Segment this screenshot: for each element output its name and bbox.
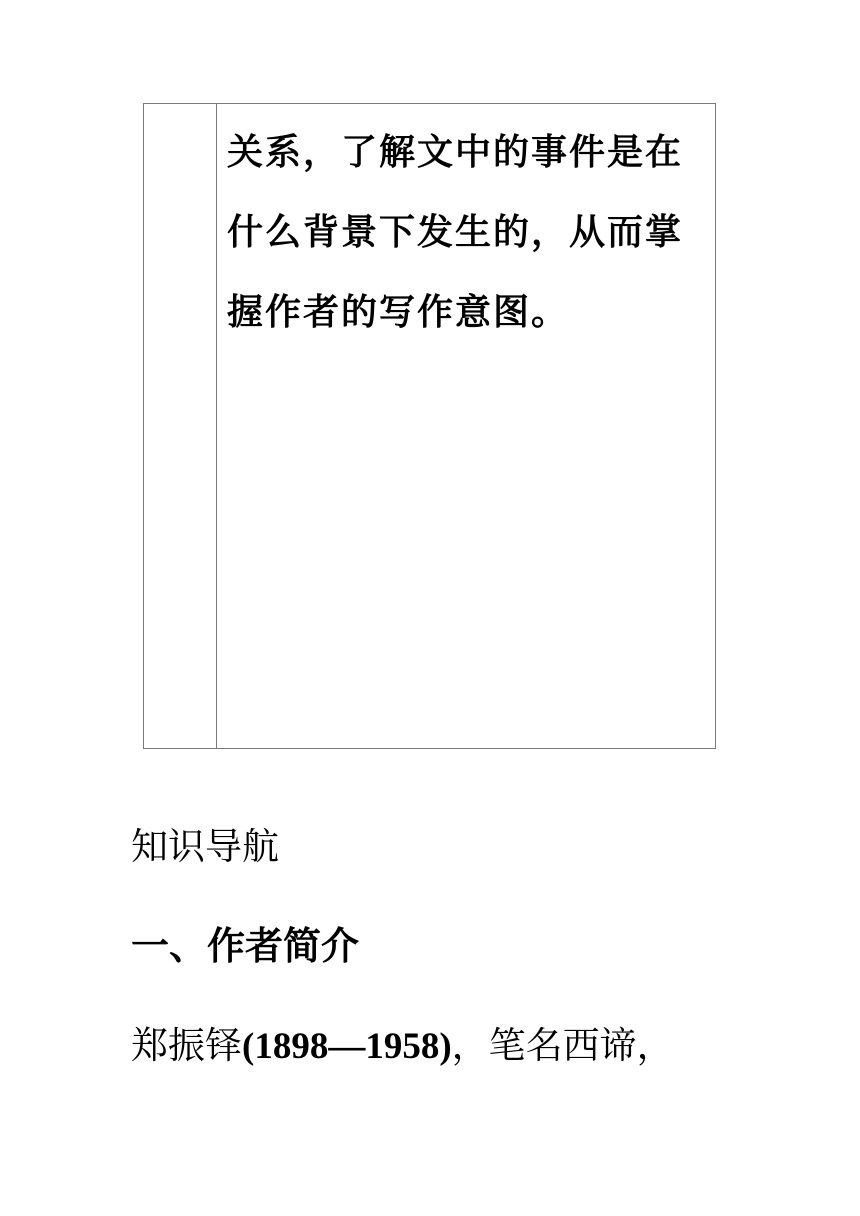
- paragraph-rest: ，笔名西谛，: [451, 1024, 674, 1067]
- cell-text-line: 握作者的写作意图。: [227, 291, 570, 333]
- body-paragraph: [131, 1020, 674, 1073]
- cell-text-block: [217, 104, 715, 352]
- paragraph-lead: 郑振铎: [131, 1024, 242, 1067]
- table-right-cell: [217, 104, 716, 749]
- cell-text-line: 什么背景下发生的，从而掌: [227, 211, 684, 253]
- table-row: [144, 104, 716, 749]
- paragraph-dates: (1898—1958): [242, 1026, 452, 1067]
- section-heading: 一、作者简介: [131, 924, 360, 968]
- cell-text-line: 关系，了解文中的事件是在: [227, 131, 684, 173]
- nav-title: 知识导航: [131, 825, 279, 868]
- table-left-cell: [144, 104, 217, 749]
- content-table: [143, 103, 716, 749]
